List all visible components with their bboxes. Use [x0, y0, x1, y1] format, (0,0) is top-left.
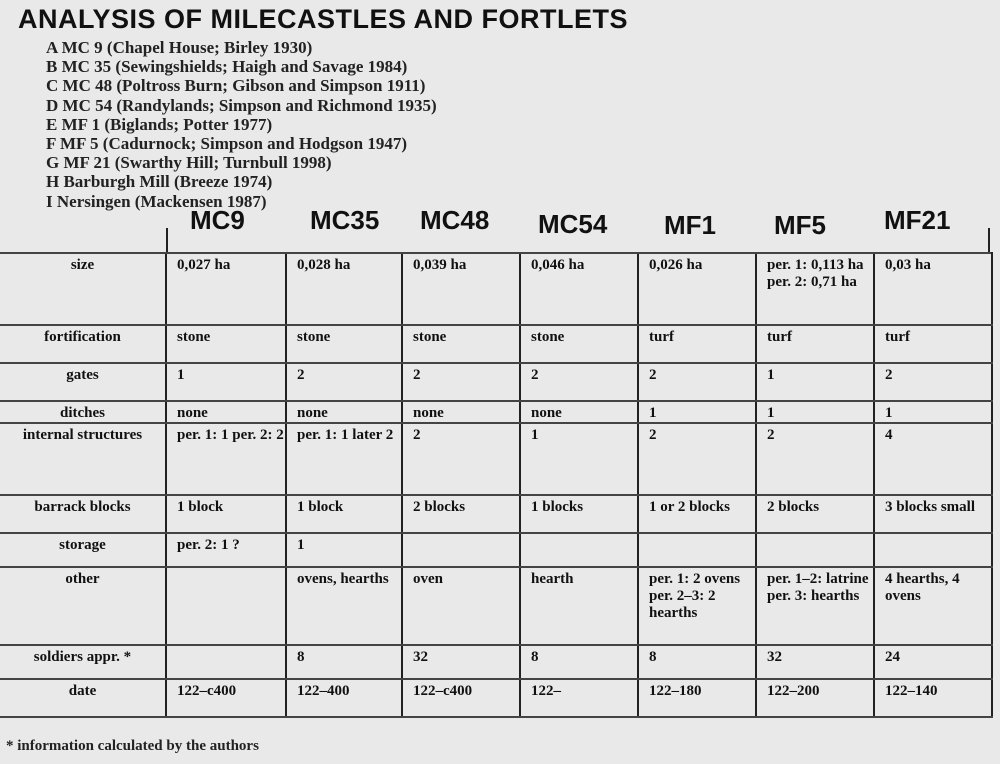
table-cell: 0,039 ha [402, 253, 520, 325]
table-cell [520, 533, 638, 567]
header-divider [988, 228, 990, 254]
table-cell: 2 [638, 423, 756, 495]
table-row [0, 645, 992, 679]
table-cell: 3 blocks small [874, 495, 992, 533]
table-cell: 1 [756, 401, 874, 423]
table-cell: stone [520, 325, 638, 363]
table-row [0, 679, 992, 717]
table-cell: oven [402, 567, 520, 645]
table-cell: 0,046 ha [520, 253, 638, 325]
table-cell: 1 [286, 533, 402, 567]
table-cell: none [520, 401, 638, 423]
source-item: G MF 21 (Swarthy Hill; Turnbull 1998) [46, 153, 332, 173]
source-item: A MC 9 (Chapel House; Birley 1930) [46, 38, 313, 57]
table-cell [638, 533, 756, 567]
table-cell: stone [166, 325, 286, 363]
table-cell: 2 [520, 363, 638, 401]
source-item: C MC 48 (Poltross Burn; Gibson and Simpson 1911) [46, 76, 426, 96]
table-row [0, 495, 992, 533]
row-label: size [0, 253, 166, 325]
table-cell [874, 533, 992, 567]
table-cell: 0,028 ha [286, 253, 402, 325]
row-label: soldiers appr. * [0, 645, 166, 679]
footnote: * information calculated by the authors [6, 738, 259, 754]
table-cell: 1 [638, 401, 756, 423]
table-cell: 0,026 ha [638, 253, 756, 325]
row-label: other [0, 567, 166, 645]
table-cell: 122– [520, 679, 638, 717]
table-cell: 1 [756, 363, 874, 401]
table-cell: 122–c400 [166, 679, 286, 717]
table-cell: per. 1: 0,113 ha per. 2: 0,71 ha [756, 253, 874, 325]
table-cell: turf [756, 325, 874, 363]
table-cell: per. 1: 1 later 2 [286, 423, 402, 495]
table-cell: none [402, 401, 520, 423]
table-cell [166, 567, 286, 645]
page-title: ANALYSIS OF MILECASTLES AND FORTLETS [18, 4, 629, 34]
table-row [0, 363, 992, 401]
column-header-mf5: MF5 [774, 210, 826, 240]
table-cell: 0,027 ha [166, 253, 286, 325]
table-cell: 2 [402, 363, 520, 401]
table-cell: none [166, 401, 286, 423]
table-cell [402, 533, 520, 567]
table-cell: 122–180 [638, 679, 756, 717]
table-cell: 1 blocks [520, 495, 638, 533]
source-item: F MF 5 (Cadurnock; Simpson and Hodgson 1947) [46, 134, 407, 154]
table-cell: per. 2: 1 ? [166, 533, 286, 567]
table-cell: 1 block [166, 495, 286, 533]
table-cell: 2 blocks [756, 495, 874, 533]
table-cell: per. 1–2: latrine per. 3: hearths [756, 567, 874, 645]
row-label: ditches [0, 401, 166, 423]
table-cell: 8 [638, 645, 756, 679]
table-row [0, 567, 992, 645]
data-table [0, 252, 993, 718]
table-cell: 24 [874, 645, 992, 679]
table-cell: turf [874, 325, 992, 363]
column-header-mf21: MF21 [884, 205, 951, 235]
table-cell: hearth [520, 567, 638, 645]
column-header-mc9: MC9 [190, 205, 245, 235]
table-cell: per. 1: 2 ovens per. 2–3: 2 hearths [638, 567, 756, 645]
table-cell: 1 [520, 423, 638, 495]
table-cell: 2 [638, 363, 756, 401]
source-item: B MC 35 (Sewingshields; Haigh and Savage 1984) [46, 57, 408, 77]
table-cell: turf [638, 325, 756, 363]
row-label: date [0, 679, 166, 717]
table-cell: 4 hearths, 4 ovens [874, 567, 992, 645]
table-row [0, 533, 992, 567]
row-label: internal structures [0, 423, 166, 495]
row-label: gates [0, 363, 166, 401]
table-cell: stone [286, 325, 402, 363]
table-cell: 32 [402, 645, 520, 679]
table-cell [166, 645, 286, 679]
column-header-mf1: MF1 [664, 210, 716, 240]
table-cell: per. 1: 1 per. 2: 2 [166, 423, 286, 495]
row-label: fortification [0, 325, 166, 363]
table-cell: 122–400 [286, 679, 402, 717]
table-cell: 122–140 [874, 679, 992, 717]
table-row [0, 423, 992, 495]
table-cell: 1 [874, 401, 992, 423]
row-label: barrack blocks [0, 495, 166, 533]
source-list [46, 38, 437, 211]
table-row [0, 325, 992, 363]
table-cell: 1 [166, 363, 286, 401]
table-cell: 2 [756, 423, 874, 495]
row-label: storage [0, 533, 166, 567]
table-cell: 0,03 ha [874, 253, 992, 325]
table-cell: 8 [520, 645, 638, 679]
table-cell: 2 [874, 363, 992, 401]
table-cell: 4 [874, 423, 992, 495]
table-cell: stone [402, 325, 520, 363]
column-header-mc48: MC48 [420, 205, 490, 235]
table-cell: 2 [286, 363, 402, 401]
source-item: H Barburgh Mill (Breeze 1974) [46, 172, 273, 192]
table-cell: 122–200 [756, 679, 874, 717]
table-row [0, 253, 992, 325]
table-cell: 2 [402, 423, 520, 495]
table-cell: 8 [286, 645, 402, 679]
source-item: E MF 1 (Biglands; Potter 1977) [46, 114, 273, 134]
header-divider [166, 228, 168, 254]
table-cell: 122–c400 [402, 679, 520, 717]
column-header-mc54: MC54 [538, 209, 608, 239]
table-row [0, 401, 992, 423]
column-header-mc35: MC35 [310, 205, 380, 235]
table-cell: 2 blocks [402, 495, 520, 533]
table-cell: none [286, 401, 402, 423]
table-cell: 1 block [286, 495, 402, 533]
source-item: I Nersingen (Mackensen 1987) [46, 191, 267, 211]
table-cell [756, 533, 874, 567]
table-cell: 1 or 2 blocks [638, 495, 756, 533]
table-cell: ovens, hearths [286, 567, 402, 645]
source-item: D MC 54 (Randylands; Simpson and Richmond 1935) [46, 95, 437, 115]
table-cell: 32 [756, 645, 874, 679]
